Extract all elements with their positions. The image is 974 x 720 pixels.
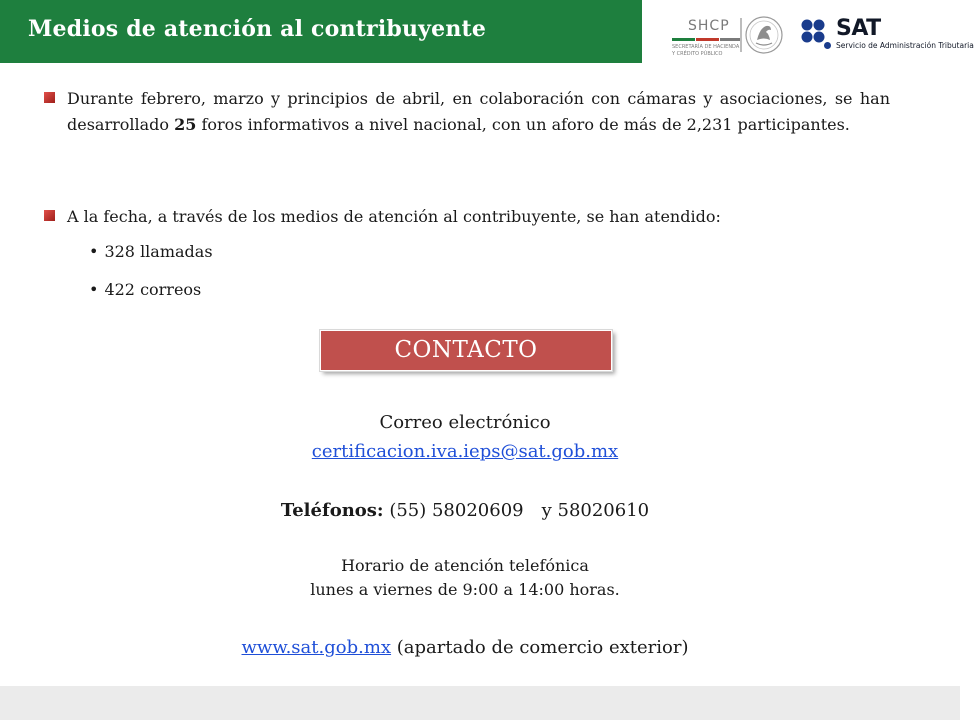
forums-text-3: participantes. xyxy=(732,115,850,134)
attention-intro: A la fecha, a través de los medios de atención al contribuyente, se han atendido: xyxy=(67,207,721,226)
email-link-row xyxy=(0,441,930,462)
forums-count: 25 xyxy=(174,115,197,134)
bullet-dot-icon: • xyxy=(89,280,99,299)
participants-count: 2,231 xyxy=(686,115,733,134)
shcp-color-lines xyxy=(672,38,742,41)
email-link[interactable]: certificacion.iva.ieps@sat.gob.mx xyxy=(311,441,619,462)
shcp-name: SHCP xyxy=(688,18,730,34)
forums-text-1: Durante febrero, marzo y principios de abril, en colaboración con cámaras y asociaciones, se han desarrollado xyxy=(67,89,890,134)
sat-dots-icon xyxy=(800,18,832,50)
list-item xyxy=(89,242,213,261)
logos-area xyxy=(660,10,974,60)
website-link[interactable]: www.sat.gob.mx xyxy=(241,637,392,658)
shcp-subtitle-2: Y CRÉDITO PÚBLICO xyxy=(672,51,723,57)
shcp-subtitle-1: SECRETARÍA DE HACIENDA xyxy=(672,44,740,50)
logo-divider xyxy=(740,18,742,52)
phones-label: Teléfonos: xyxy=(280,500,384,521)
sat-wordmark: SAT xyxy=(836,16,881,41)
website-note: (apartado de comercio exterior) xyxy=(391,637,689,658)
forums-text-2: foros informativos a nivel nacional, con un aforo de más de xyxy=(196,115,687,134)
email-label: Correo electrónico xyxy=(379,412,551,433)
mexico-eagle-seal-icon xyxy=(744,14,784,56)
header-band xyxy=(0,0,642,63)
contact-button[interactable]: CONTACTO xyxy=(320,330,612,371)
sat-subtitle: Servicio de Administración Tributaria xyxy=(836,41,974,50)
bullet-square-icon xyxy=(44,92,55,103)
shcp-logo xyxy=(666,16,738,56)
footer-band xyxy=(0,686,960,720)
hours-value: lunes a viernes de 9:00 a 14:00 horas. xyxy=(310,580,620,599)
calls-count: 328 llamadas xyxy=(104,242,213,261)
website-line xyxy=(0,637,930,658)
page-title: Medios de atención al contribuyente xyxy=(28,16,487,42)
emails-count: 422 correos xyxy=(104,280,202,299)
bullet-dot-icon: • xyxy=(89,242,99,261)
bullet-square-icon xyxy=(44,210,55,221)
forums-paragraph xyxy=(67,86,890,138)
hours-label: Horario de atención telefónica xyxy=(341,556,589,575)
phones-line xyxy=(0,500,930,521)
phone-number-1: (55) 58020609 xyxy=(389,500,524,521)
list-item xyxy=(89,280,201,299)
phone-number-2: y 58020610 xyxy=(541,500,650,521)
